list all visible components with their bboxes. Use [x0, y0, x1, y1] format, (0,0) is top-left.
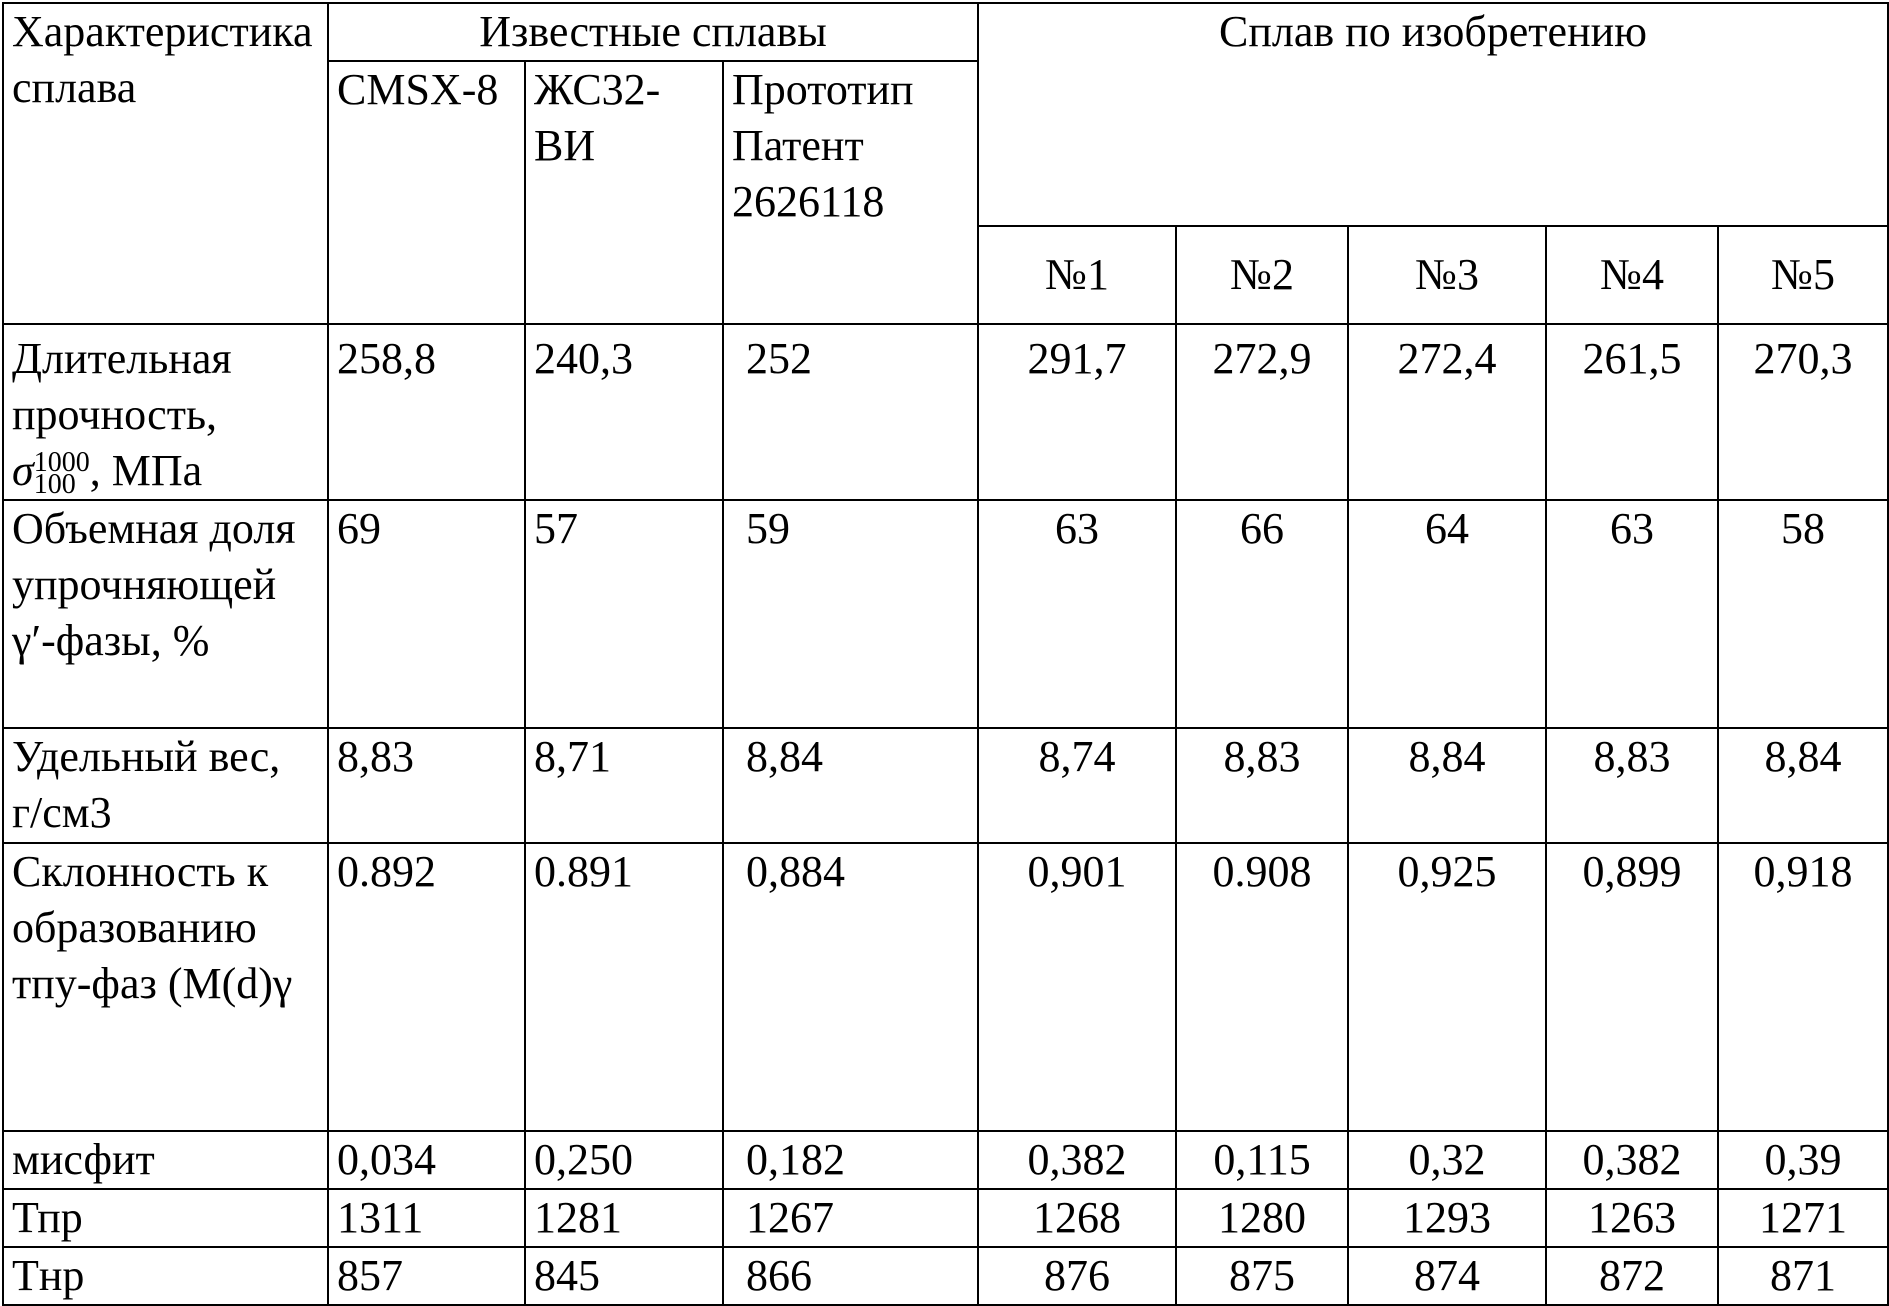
- sigma-subscript: 100: [33, 469, 76, 500]
- cell-value: 69: [328, 500, 525, 728]
- cell-value: 872: [1546, 1247, 1718, 1305]
- header-invention-5: №5: [1718, 226, 1888, 324]
- row-label: мисфит: [3, 1131, 328, 1189]
- cell-value: 0,034: [328, 1131, 525, 1189]
- cell-value: 1268: [978, 1189, 1176, 1247]
- cell-value: 0,884: [723, 843, 978, 1131]
- cell-value: 1267: [723, 1189, 978, 1247]
- table-row: [3, 1131, 1888, 1189]
- cell-value: 871: [1718, 1247, 1888, 1305]
- cell-value: 875: [1176, 1247, 1348, 1305]
- cell-value: 1280: [1176, 1189, 1348, 1247]
- cell-value: 8,83: [328, 728, 525, 843]
- cell-value: 0,182: [723, 1131, 978, 1189]
- header-prototype: Прототип Патент 2626118: [723, 61, 978, 324]
- cell-value: 261,5: [1546, 324, 1718, 500]
- table-row: [3, 1189, 1888, 1247]
- cell-value: 57: [525, 500, 723, 728]
- cell-value: 291,7: [978, 324, 1176, 500]
- cell-value: 0.908: [1176, 843, 1348, 1131]
- cell-value: 874: [1348, 1247, 1546, 1305]
- header-invention-alloy: Сплав по изобретению: [978, 3, 1888, 226]
- row-label: Тпр: [3, 1189, 328, 1247]
- cell-value: 270,3: [1718, 324, 1888, 500]
- cell-value: 8,83: [1546, 728, 1718, 843]
- header-cmsx-8: CMSX-8: [328, 61, 525, 324]
- cell-value: 0,918: [1718, 843, 1888, 1131]
- row-label-unit: , МПа: [89, 446, 203, 495]
- sigma-symbol: σ: [12, 446, 34, 495]
- sigma-indices: [33, 447, 90, 500]
- header-invention-3: №3: [1348, 226, 1546, 324]
- cell-value: 0,382: [978, 1131, 1176, 1189]
- cell-value: 0.892: [328, 843, 525, 1131]
- cell-value: 0,115: [1176, 1131, 1348, 1189]
- cell-value: 272,4: [1348, 324, 1546, 500]
- cell-value: 1281: [525, 1189, 723, 1247]
- cell-value: 240,3: [525, 324, 723, 500]
- cell-value: 64: [1348, 500, 1546, 728]
- cell-value: 66: [1176, 500, 1348, 728]
- table-row: [3, 500, 1888, 728]
- table-row: [3, 1247, 1888, 1305]
- sigma-superscript: 1000: [33, 447, 90, 478]
- cell-value: 845: [525, 1247, 723, 1305]
- cell-value: 272,9: [1176, 324, 1348, 500]
- cell-value: 0,901: [978, 843, 1176, 1131]
- row-label: Склонность к образованию тпу-фаз (M(d)γ: [3, 843, 328, 1131]
- cell-value: 8,84: [723, 728, 978, 843]
- cell-value: 8,84: [1348, 728, 1546, 843]
- row-label: Удельный вес, г/см3: [3, 728, 328, 843]
- table-row: [3, 843, 1888, 1131]
- cell-value: 63: [1546, 500, 1718, 728]
- cell-value: 0,39: [1718, 1131, 1888, 1189]
- cell-value: 8,83: [1176, 728, 1348, 843]
- cell-value: 63: [978, 500, 1176, 728]
- row-label: Объемная доля упрочняющей γ′-фазы, %: [3, 500, 328, 728]
- cell-value: 0,925: [1348, 843, 1546, 1131]
- cell-value: 1271: [1718, 1189, 1888, 1247]
- row-label: Тнр: [3, 1247, 328, 1305]
- alloy-properties-table: [2, 2, 1889, 1306]
- cell-value: 866: [723, 1247, 978, 1305]
- cell-value: 0.891: [525, 843, 723, 1131]
- row-label: [3, 324, 328, 500]
- cell-value: 876: [978, 1247, 1176, 1305]
- cell-value: 58: [1718, 500, 1888, 728]
- row-label-text: Длительная прочность,: [12, 334, 232, 439]
- cell-value: 1263: [1546, 1189, 1718, 1247]
- header-characteristic: Характеристика сплава: [3, 3, 328, 324]
- cell-value: 1311: [328, 1189, 525, 1247]
- cell-value: 258,8: [328, 324, 525, 500]
- cell-value: 0,250: [525, 1131, 723, 1189]
- cell-value: 8,71: [525, 728, 723, 843]
- cell-value: 0,899: [1546, 843, 1718, 1131]
- cell-value: 59: [723, 500, 978, 728]
- cell-value: 0,32: [1348, 1131, 1546, 1189]
- cell-value: 8,74: [978, 728, 1176, 843]
- cell-value: 857: [328, 1247, 525, 1305]
- cell-value: 8,84: [1718, 728, 1888, 843]
- header-row-1: [3, 3, 1888, 61]
- table-row: [3, 324, 1888, 500]
- cell-value: 0,382: [1546, 1131, 1718, 1189]
- header-invention-2: №2: [1176, 226, 1348, 324]
- header-known-alloys: Известные сплавы: [328, 3, 978, 61]
- cell-value: 1293: [1348, 1189, 1546, 1247]
- header-invention-4: №4: [1546, 226, 1718, 324]
- document-page: [2, 2, 1889, 1306]
- header-invention-1: №1: [978, 226, 1176, 324]
- header-zhs32-vi: ЖС32-ВИ: [525, 61, 723, 324]
- table-row: [3, 728, 1888, 843]
- cell-value: 252: [723, 324, 978, 500]
